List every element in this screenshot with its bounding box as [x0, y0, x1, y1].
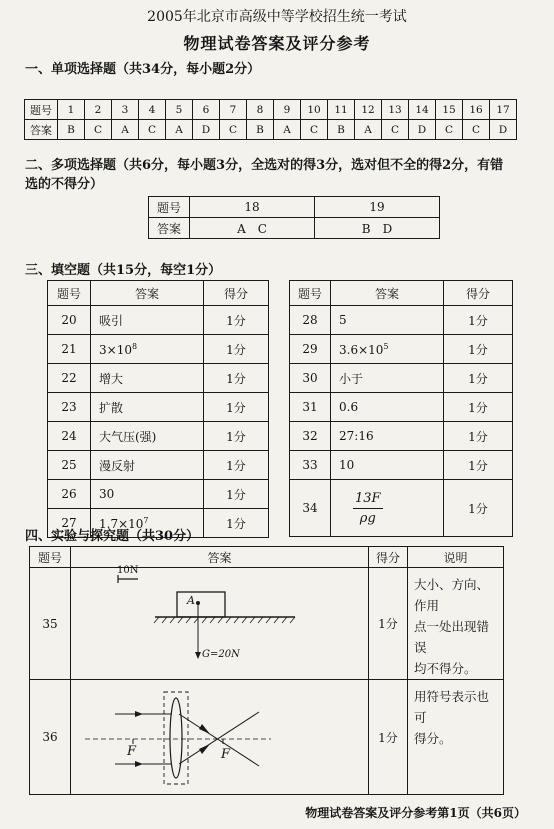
- exam-title: 2005年北京市高级中等学校招生统一考试: [147, 9, 407, 25]
- q-number: 23: [48, 393, 91, 422]
- table-header-row: [290, 281, 513, 306]
- q-number: 30: [290, 364, 331, 393]
- col-header-score: 得分: [204, 281, 269, 306]
- q-number: 17: [490, 100, 517, 120]
- fraction-denominator: ρg: [359, 510, 376, 526]
- table-row: [290, 451, 513, 480]
- answer-base: 1.7×10: [99, 516, 144, 531]
- col-header-number: 题号: [48, 281, 91, 306]
- lens-box: [164, 692, 188, 784]
- table-row: [290, 480, 513, 537]
- table-row: [30, 680, 504, 795]
- score-cell: 1分: [444, 422, 513, 451]
- q-number: 13: [382, 100, 409, 120]
- score-cell: 1分: [369, 568, 408, 680]
- answer-cell: 10: [331, 451, 444, 480]
- score-cell: 1分: [204, 509, 269, 538]
- experiment-table: [29, 546, 504, 795]
- table-row: [48, 422, 269, 451]
- q-number: 9: [274, 100, 301, 120]
- note-line: 大小、方向、作用: [414, 577, 490, 613]
- col-header-number: 题号: [30, 547, 71, 568]
- focus-left-label: F: [127, 744, 137, 759]
- table-row: [30, 568, 504, 680]
- ray-upper-refracted-arrow: [199, 724, 210, 734]
- col-header-number: 题号: [290, 281, 331, 306]
- section2-heading-line1: 二、多项选择题（共6分，每小题3分，全选对的得3分，选对但不全的得2分，有错: [25, 158, 504, 173]
- table-row: [48, 451, 269, 480]
- score-cell: 1分: [204, 422, 269, 451]
- answer-cell: A C: [190, 218, 315, 239]
- answer-cell: [331, 480, 444, 537]
- col-header-score: 得分: [444, 281, 513, 306]
- answer-cell: 小于: [331, 364, 444, 393]
- row-label-number: 题号: [25, 100, 58, 120]
- fill-blank-table-left: [47, 280, 269, 538]
- table-row: [48, 335, 269, 364]
- table-row: [25, 100, 517, 120]
- ray-lower-refracted: [179, 712, 259, 764]
- answer-cell: C: [85, 120, 112, 140]
- table-header-row: [30, 547, 504, 568]
- q-number: 3: [112, 100, 139, 120]
- answer-exponent: 7: [143, 515, 149, 525]
- note-cell: [408, 568, 504, 680]
- answer-cell: 漫反射: [91, 451, 204, 480]
- answer-cell: 吸引: [91, 306, 204, 335]
- col-header-answer: 答案: [91, 281, 204, 306]
- note-line: 点一处出现错误: [414, 619, 490, 655]
- q-number: 1: [58, 100, 85, 120]
- q-number: 6: [193, 100, 220, 120]
- q-number: 16: [463, 100, 490, 120]
- q-number: 19: [315, 197, 440, 218]
- fraction: [339, 491, 383, 526]
- q-number: 32: [290, 422, 331, 451]
- ray-lower-arrow: [135, 761, 143, 767]
- q-number: 27: [48, 509, 91, 538]
- lens-diagram: [71, 680, 368, 794]
- q-number: 8: [247, 100, 274, 120]
- answer-cell: 30: [91, 480, 204, 509]
- table-row: [149, 197, 440, 218]
- col-header-answer: 答案: [71, 547, 369, 568]
- q-number: 12: [355, 100, 382, 120]
- answer-cell: [91, 335, 204, 364]
- q-number: 10: [301, 100, 328, 120]
- q-number: 18: [190, 197, 315, 218]
- table-row: [290, 335, 513, 364]
- gravity-label: G=20N: [202, 649, 240, 660]
- answer-cell: C: [139, 120, 166, 140]
- answer-cell: D: [193, 120, 220, 140]
- answer-cell: 扩散: [91, 393, 204, 422]
- score-cell: 1分: [444, 335, 513, 364]
- section3-heading: 三、填空题（共15分，每空1分）: [25, 263, 222, 278]
- score-cell: 1分: [444, 451, 513, 480]
- answer-cell: 0.6: [331, 393, 444, 422]
- q-number: 33: [290, 451, 331, 480]
- q-number: 26: [48, 480, 91, 509]
- score-cell: 1分: [204, 306, 269, 335]
- answer-cell: D: [490, 120, 517, 140]
- ground-hatching: [154, 617, 295, 623]
- score-cell: 1分: [204, 393, 269, 422]
- answer-cell: 大气压(强): [91, 422, 204, 451]
- score-cell: 1分: [369, 680, 408, 795]
- ray-lower-refracted-arrow: [199, 744, 210, 754]
- lens-diagram-cell: [71, 680, 369, 795]
- col-header-score: 得分: [369, 547, 408, 568]
- answer-cell: A: [166, 120, 193, 140]
- note-cell: [408, 680, 504, 795]
- q-number: 7: [220, 100, 247, 120]
- q-number: 35: [30, 568, 71, 680]
- note-line: 均不得分。: [414, 661, 477, 676]
- table-row: [48, 393, 269, 422]
- q-number: 25: [48, 451, 91, 480]
- answer-cell: B: [247, 120, 274, 140]
- force-diagram-cell: [71, 565, 369, 680]
- answer-cell: 增大: [91, 364, 204, 393]
- col-header-answer: 答案: [331, 281, 444, 306]
- q-number: 14: [409, 100, 436, 120]
- q-number: 24: [48, 422, 91, 451]
- col-header-note: 说明: [408, 547, 504, 568]
- answer-cell: C: [463, 120, 490, 140]
- q-number: 4: [139, 100, 166, 120]
- ray-upper-refracted: [179, 714, 259, 766]
- q-number: 5: [166, 100, 193, 120]
- q-number: 15: [436, 100, 463, 120]
- q-number: 11: [328, 100, 355, 120]
- q-number: 21: [48, 335, 91, 364]
- fill-blank-table-right: [289, 280, 513, 537]
- q-number: 28: [290, 306, 331, 335]
- answer-cell: A: [355, 120, 382, 140]
- answer-exponent: 8: [131, 341, 138, 351]
- score-cell: 1分: [444, 480, 513, 537]
- answer-cell: C: [382, 120, 409, 140]
- row-label-number: 题号: [149, 197, 190, 218]
- answer-cell: [331, 335, 444, 364]
- row-label-answer: 答案: [149, 218, 190, 239]
- answer-base: 3.6×10: [339, 342, 384, 357]
- point-a-label: A: [187, 594, 195, 607]
- table-row: [290, 422, 513, 451]
- gravity-arrow-head: [195, 652, 201, 659]
- table-row: [149, 218, 440, 239]
- score-cell: 1分: [204, 364, 269, 393]
- q-number: 31: [290, 393, 331, 422]
- single-choice-table: [24, 99, 517, 140]
- table-row: [48, 364, 269, 393]
- q-number: 34: [290, 480, 331, 537]
- table-row: [290, 364, 513, 393]
- section1-heading: 一、单项选择题（共34分，每小题2分）: [25, 62, 261, 77]
- page-footer: 物理试卷答案及评分参考第1页（共6页）: [305, 806, 526, 820]
- table-row: [48, 306, 269, 335]
- answer-cell: B: [328, 120, 355, 140]
- score-cell: 1分: [444, 393, 513, 422]
- block-a: [177, 592, 225, 617]
- answer-exponent: 5: [383, 341, 389, 351]
- score-cell: 1分: [204, 451, 269, 480]
- table-header-row: [48, 281, 269, 306]
- answer-cell: A: [112, 120, 139, 140]
- score-cell: 1分: [204, 480, 269, 509]
- q-number: 29: [290, 335, 331, 364]
- answer-cell: D: [409, 120, 436, 140]
- note-line: 得分。: [414, 731, 452, 746]
- answer-cell: B: [58, 120, 85, 140]
- score-cell: 1分: [204, 335, 269, 364]
- answer-base: 3×10: [99, 342, 132, 357]
- answer-key-title: 物理试卷答案及评分参考: [183, 34, 371, 53]
- row-label-answer: 答案: [25, 120, 58, 140]
- answer-cell: B D: [315, 218, 440, 239]
- note-line: 用符号表示也可: [414, 689, 490, 725]
- scale-label: 10N: [117, 565, 139, 576]
- answer-cell: C: [436, 120, 463, 140]
- section4-heading: 四、实验与探究题（共30分）: [25, 529, 200, 544]
- score-cell: 1分: [444, 364, 513, 393]
- table-row: [290, 393, 513, 422]
- section2-heading-line2: 选的不得分）: [25, 177, 104, 192]
- multi-choice-table: [148, 196, 440, 239]
- section2-heading: [25, 156, 535, 194]
- table-row: [48, 480, 269, 509]
- table-row: [290, 306, 513, 335]
- convex-lens: [170, 698, 182, 778]
- table-row: [25, 120, 517, 140]
- answer-cell: A: [274, 120, 301, 140]
- fraction-numerator: 13F: [353, 491, 383, 509]
- answer-cell: 27:16: [331, 422, 444, 451]
- answer-cell: C: [301, 120, 328, 140]
- q-number: 2: [85, 100, 112, 120]
- q-number: 36: [30, 680, 71, 795]
- q-number: 22: [48, 364, 91, 393]
- q-number: 20: [48, 306, 91, 335]
- focus-right-label: F: [221, 747, 231, 762]
- score-cell: 1分: [444, 306, 513, 335]
- ray-upper-arrow: [135, 711, 143, 717]
- answer-cell: 5: [331, 306, 444, 335]
- answer-cell: C: [220, 120, 247, 140]
